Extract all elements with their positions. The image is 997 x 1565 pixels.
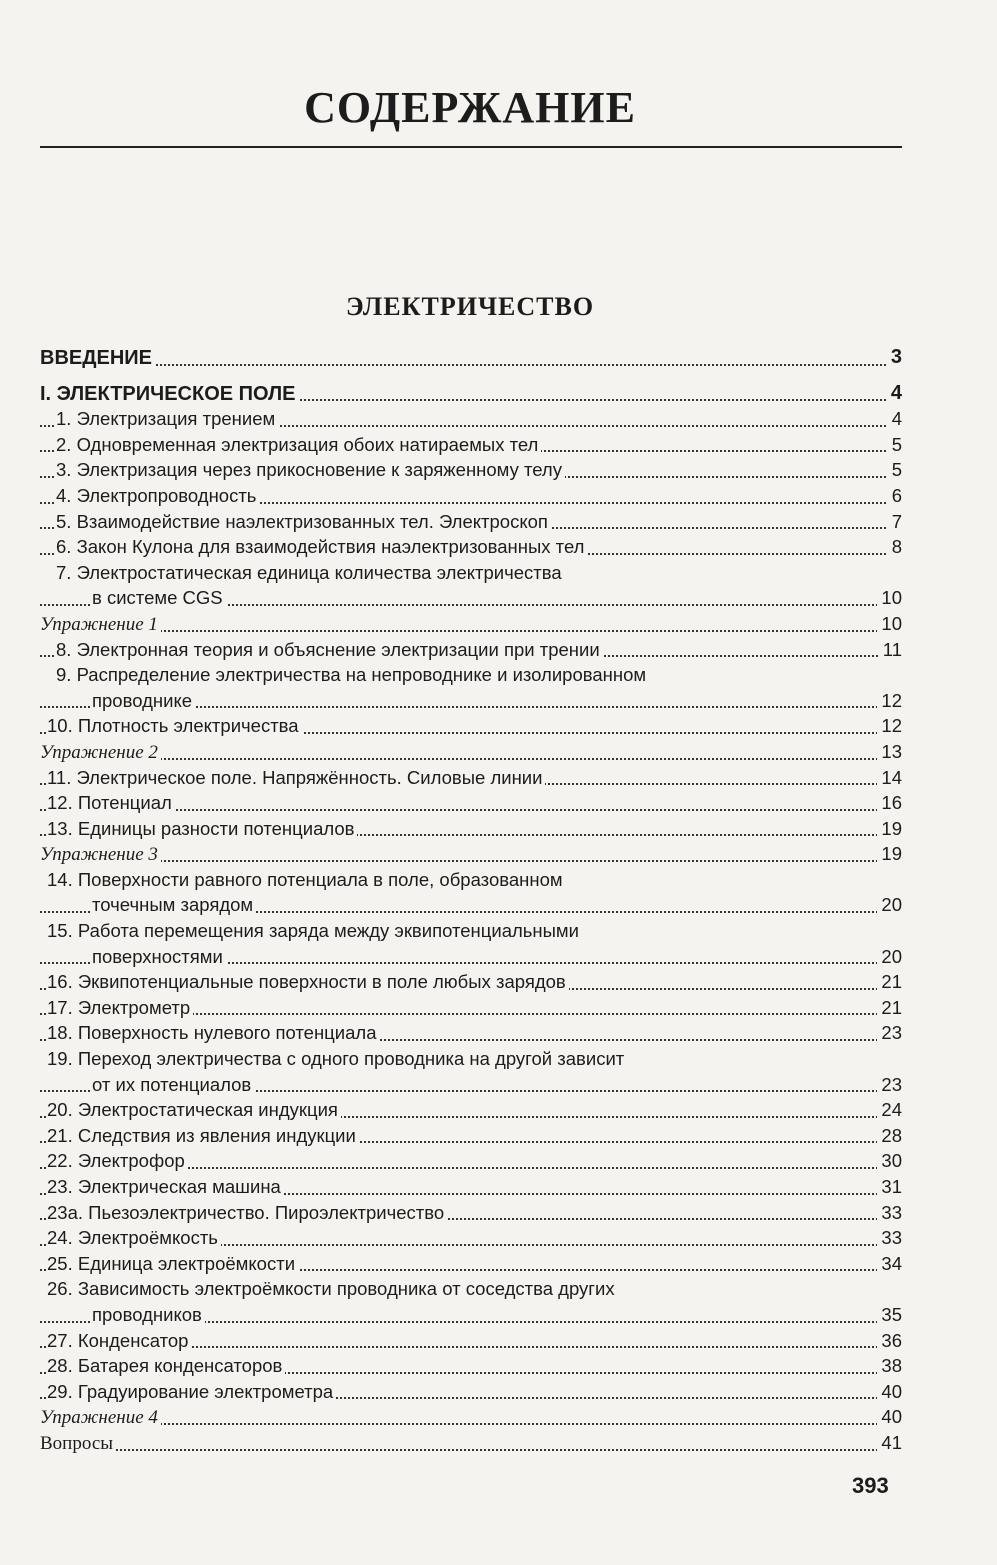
toc-entry-page: 7 [888, 509, 902, 535]
toc-entry-title: 13. Единицы разности потенциалов [47, 818, 357, 839]
toc-entry-title: 17. Электрометр [47, 997, 193, 1018]
toc-entry-page: 23 [877, 1072, 902, 1098]
toc-entry-page: 8 [888, 534, 902, 560]
toc-entry [40, 1072, 902, 1098]
toc-entry [40, 1148, 902, 1174]
toc-entry-title: 2. Одновременная электризация обоих натираемых тел [56, 434, 541, 455]
toc-entry-title: 12. Потенциал [47, 792, 175, 813]
toc-entry-title: 11. Электрическое поле. Напряжённость. Силовые линии [47, 767, 545, 788]
toc-entry-page: 5 [888, 432, 902, 458]
toc-entry [40, 509, 902, 535]
toc-entry [40, 790, 902, 816]
toc-entry-page: 40 [877, 1404, 902, 1430]
toc-entry [40, 1046, 902, 1072]
toc-leader-dots [40, 1423, 902, 1425]
toc-entry-page: 10 [877, 611, 902, 637]
toc-entry-page: 40 [877, 1379, 902, 1405]
toc-entry [40, 432, 902, 458]
toc-entry [40, 1353, 902, 1379]
toc-entry-page: 36 [877, 1328, 902, 1354]
toc-entry-page: 13 [877, 739, 902, 765]
toc-entry [40, 560, 902, 586]
toc-entry [40, 765, 902, 791]
toc-entry [40, 1276, 902, 1302]
toc-entry-title: 8. Электронная теория и объяснение электризации при трении [56, 639, 603, 660]
toc-entry-title: 4. Электропроводность [56, 485, 259, 506]
toc-entry [40, 816, 902, 842]
toc-entry-title: 20. Электростатическая индукция [47, 1099, 341, 1120]
toc-entry-page: 31 [877, 1174, 902, 1200]
toc-entry [40, 944, 902, 970]
toc-entry-title: точечным зарядом [92, 894, 256, 915]
toc-entry-title: 10. Плотность электричества [47, 715, 302, 736]
page-title: СОДЕРЖАНИЕ [304, 83, 636, 132]
toc-entry-page: 19 [877, 841, 902, 867]
toc-entry [40, 1379, 902, 1405]
toc-entry [40, 867, 902, 893]
toc-entry [40, 1097, 902, 1123]
toc-entry-page: 21 [877, 969, 902, 995]
toc-entry-page: 33 [877, 1200, 902, 1226]
toc-entry [40, 841, 902, 867]
toc-entry [40, 892, 902, 918]
toc-entry [40, 1302, 902, 1328]
toc-leader-dots [40, 1449, 902, 1451]
toc-entry [40, 457, 902, 483]
toc-entry-title: I. ЭЛЕКТРИЧЕСКОЕ ПОЛЕ [40, 383, 298, 405]
toc-entry [40, 662, 902, 688]
toc-entry [40, 1430, 902, 1456]
toc-entry-title: 24. Электроёмкость [47, 1227, 221, 1248]
toc-entry-title: 16. Эквипотенциальные поверхности в поле любых зарядов [47, 971, 569, 992]
toc-gap [40, 371, 902, 381]
toc-entry-title: Упражнение 1 [40, 614, 161, 635]
toc-entry-title: от их потенциалов [92, 1074, 254, 1095]
toc-entry-page: 23 [877, 1020, 902, 1046]
toc-entry [40, 1225, 902, 1251]
toc-entry-page: 38 [877, 1353, 902, 1379]
toc-leader-dots [40, 758, 902, 760]
toc-entry [40, 1020, 902, 1046]
toc-entry [40, 611, 902, 637]
toc-entry-title: Упражнение 4 [40, 1407, 161, 1428]
toc-entry [40, 688, 902, 714]
toc-entry-title: ВВЕДЕНИЕ [40, 347, 155, 369]
toc-entry-title: проводнике [92, 690, 195, 711]
toc-entry-page: 14 [877, 765, 902, 791]
toc-entry-page: 21 [877, 995, 902, 1021]
toc-entry-page: 30 [877, 1148, 902, 1174]
toc-entry-title: 7. Электростатическая единица количества электричества [56, 562, 565, 583]
title-rule [40, 146, 902, 148]
toc-entry-page: 34 [877, 1251, 902, 1277]
toc-entry [40, 1174, 902, 1200]
toc-entry-title: 6. Закон Кулона для взаимодействия наэлектризованных тел [56, 536, 587, 557]
toc-leader-dots [40, 860, 902, 862]
toc-entry-page: 4 [887, 381, 902, 407]
toc-entry [40, 585, 902, 611]
toc-entry-title: Вопросы [40, 1433, 116, 1454]
toc-entry-title: 3. Электризация через прикосновение к заряженному телу [56, 459, 565, 480]
toc-entry-page: 33 [877, 1225, 902, 1251]
toc-entry-page: 28 [877, 1123, 902, 1149]
toc-entry [40, 713, 902, 739]
toc-entry-title: Упражнение 2 [40, 742, 161, 763]
toc-entry-title: 22. Электрофор [47, 1150, 188, 1171]
toc-entry [40, 534, 902, 560]
toc-entry-title: 21. Следствия из явления индукции [47, 1125, 359, 1146]
toc-entry-title: 18. Поверхность нулевого потенциала [47, 1022, 380, 1043]
toc-entry [40, 1404, 902, 1430]
toc-entry-title: 23а. Пьезоэлектричество. Пироэлектричество [47, 1202, 447, 1223]
toc-entry-title: в системе CGS [92, 587, 226, 608]
toc-entry-page: 12 [877, 688, 902, 714]
toc-entry [40, 1123, 902, 1149]
toc-entry-page: 11 [879, 637, 902, 663]
toc-entry [40, 1328, 902, 1354]
toc-entry-title: 19. Переход электричества с одного проводника на другой зависит [47, 1048, 627, 1069]
toc-entry [40, 381, 902, 407]
toc-entry-title: 29. Градуирование электрометра [47, 1381, 336, 1402]
table-of-contents [40, 345, 902, 1456]
toc-entry-title: поверхностями [92, 946, 226, 967]
toc-entry-page: 3 [887, 345, 902, 371]
toc-entry-title: 1. Электризация трением [56, 408, 278, 429]
toc-entry-title: 28. Батарея конденсаторов [47, 1355, 285, 1376]
toc-entry-page: 19 [877, 816, 902, 842]
toc-entry [40, 406, 902, 432]
toc-entry-title: 27. Конденсатор [47, 1330, 191, 1351]
toc-entry-page: 16 [877, 790, 902, 816]
section-title: ЭЛЕКТРИЧЕСТВО [345, 292, 595, 321]
toc-leader-dots [40, 364, 902, 366]
toc-entry [40, 1200, 902, 1226]
toc-entry-title: 14. Поверхности равного потенциала в поле, образованном [47, 869, 566, 890]
toc-entry-title: проводников [92, 1304, 205, 1325]
toc-entry-page: 24 [877, 1097, 902, 1123]
toc-entry-title: 5. Взаимодействие наэлектризованных тел. Электроскоп [56, 511, 551, 532]
toc-entry-title: 25. Единица электроёмкости [47, 1253, 298, 1274]
toc-entry-title: 26. Зависимость электроёмкости проводника от соседства других [47, 1278, 618, 1299]
toc-entry [40, 1251, 902, 1277]
toc-entry-page: 12 [877, 713, 902, 739]
toc-entry-page: 10 [877, 585, 902, 611]
toc-entry-title: Упражнение 3 [40, 844, 161, 865]
toc-entry [40, 739, 902, 765]
toc-entry [40, 969, 902, 995]
toc-entry-page: 4 [888, 406, 902, 432]
toc-entry-page: 20 [877, 944, 902, 970]
toc-entry-title: 9. Распределение электричества на непроводнике и изолированном [56, 664, 649, 685]
toc-entry [40, 345, 902, 371]
toc-entry-page: 5 [888, 457, 902, 483]
page-number: 393 [852, 1473, 889, 1498]
toc-entry-page: 41 [877, 1430, 902, 1456]
toc-entry-title: 15. Работа перемещения заряда между эквипотенциальными [47, 920, 582, 941]
toc-entry [40, 995, 902, 1021]
toc-entry [40, 483, 902, 509]
toc-entry-page: 6 [888, 483, 902, 509]
toc-entry [40, 637, 902, 663]
toc-entry-page: 35 [877, 1302, 902, 1328]
toc-entry-title: 23. Электрическая машина [47, 1176, 284, 1197]
toc-entry-page: 20 [877, 892, 902, 918]
toc-leader-dots [40, 630, 902, 632]
toc-entry [40, 918, 902, 944]
